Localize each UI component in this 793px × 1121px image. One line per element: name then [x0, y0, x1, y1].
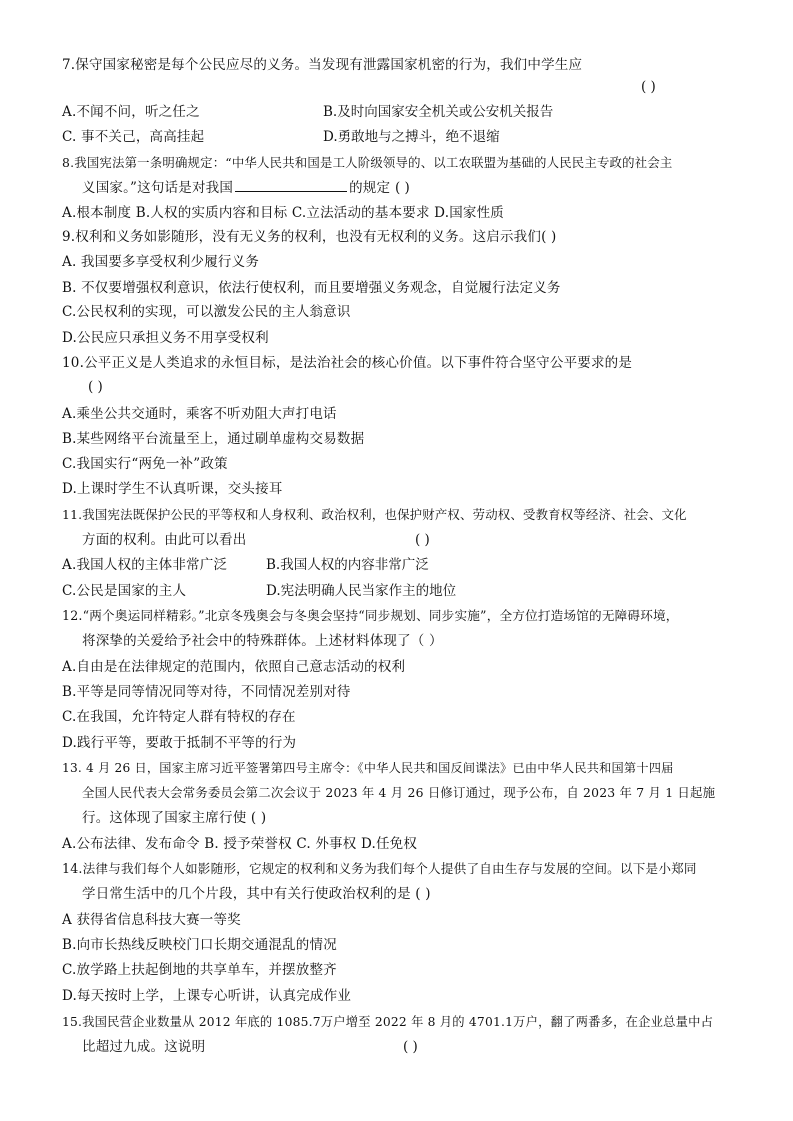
q12-option-d: D.践行平等，要敢于抵制不平等的行为 [62, 735, 297, 751]
q14-option-d: D.每天按时上学，上课专心听讲，认真完成作业 [62, 988, 352, 1004]
q15-stem-line2: 比超过九成。这说明 [82, 1039, 206, 1055]
q13-stem-line3: 行。这体现了国家主席行使 ( ) [82, 810, 267, 826]
q8-stem-part2: 的规定 [349, 180, 391, 196]
q15-stem-line1: 15.我国民营企业数量从 2012 年底的 1085.7万户增至 2022 年 8 月的 4701.1万户，翻了两番多，在企业总量中占 [62, 1015, 714, 1029]
q9-option-b: B. 不仅要增强权利意识，依法行使权利，而且要增强义务观念，自觉履行法定义务 [62, 280, 561, 296]
q7-option-c: C. 事不关己，高高挂起 [62, 129, 205, 145]
q9-option-a: A. 我国要多享受权利少履行义务 [62, 254, 260, 270]
q11-option-d: D.宪法明确人民当家作主的地位 [266, 583, 457, 599]
q10-option-b: B.某些网络平台流量至上，通过刷单虚构交易数据 [62, 431, 365, 447]
q10-option-d: D.上课时学生不认真听课，交头接耳 [62, 481, 283, 497]
q10-option-a: A.乘坐公共交通时，乘客不听劝阻大声打电话 [62, 406, 337, 422]
q8-stem-line1: 8.我国宪法第一条明确规定：“中华人民共和国是工人阶级领导的、以工农联盟为基础的人民民主专政的社会主 [62, 155, 673, 170]
q7-stem: 7.保守国家秘密是每个公民应尽的义务。当发现有泄露国家机密的行为，我们中学生应 [62, 57, 583, 73]
q10-stem: 10.公平正义是人类追求的永恒目标，是法治社会的核心价值。以下事件符合坚守公平要求的是 [62, 355, 633, 371]
q10-option-c: C.我国实行“两免一补”政策 [62, 456, 228, 472]
q12-stem-line1: 12.“两个奥运同样精彩。”北京冬残奥会与冬奥会坚持“同步规划、同步实施”，全方位打造场馆的无障碍环境， [62, 608, 679, 623]
q14-stem-line1: 14.法律与我们每个人如影随形，它规定的权利和义务为我们每个人提供了自由生存与发展的空间。以下是小郑同 [62, 861, 697, 876]
q7-option-d: D.勇敢地与之搏斗，绝不退缩 [323, 129, 500, 145]
q14-option-b: B.向市长热线反映校门口长期交通混乱的情况 [62, 937, 337, 953]
q7-option-a: A.不闻不问，听之任之 [62, 104, 200, 120]
q11-option-a: A.我国人权的主体非常广泛 [62, 557, 228, 573]
q13-options: A.公布法律、发布命令 B. 授予荣誉权 C. 外事权 D.任免权 [62, 836, 418, 852]
q10-answer-paren: ( ) [88, 379, 103, 395]
q12-option-a: A.自由是在法律规定的范围内，依照自己意志活动的权利 [62, 659, 406, 675]
q12-option-c: C.在我国，允许特定人群有特权的存在 [62, 709, 296, 725]
q14-option-c: C.放学路上扶起倒地的共享单车，并摆放整齐 [62, 962, 337, 978]
q12-stem-line2: 将深挚的关爱给予社会中的特殊群体。上述材料体现了（ ） [82, 633, 443, 649]
q11-answer-paren: ( ) [415, 532, 430, 548]
q11-option-b: B.我国人权的内容非常广泛 [266, 557, 429, 573]
q15-answer-paren: ( ) [403, 1039, 418, 1055]
q7-answer-paren: ( ) [641, 79, 656, 95]
q13-stem-line2: 全国人民代表大会常务委员会第二次会议于 2023 年 4 月 26 日修订通过，现予公布，自 2023 年 7 月 1 日起施 [82, 785, 716, 800]
q11-stem-line1: 11.我国宪法既保护公民的平等权和人身权利、政治权利，也保护财产权、劳动权、受教育权等经济、社会、文化 [62, 507, 687, 522]
q7-option-b: B.及时向国家安全机关或公安机关报告 [323, 104, 554, 120]
q8-options: A.根本制度 B.人权的实质内容和目标 C.立法活动的基本要求 D.国家性质 [62, 205, 504, 221]
q14-option-a: A 获得省信息科技大赛一等奖 [62, 912, 241, 928]
q8-stem-line2 [82, 179, 390, 197]
q14-stem-line2: 学日常生活中的几个片段，其中有关行使政治权利的是 ( ) [82, 886, 431, 902]
q11-stem-line2: 方面的权利。由此可以看出 [82, 532, 247, 548]
q9-stem: 9.权利和义务如影随形，没有无义务的权利，也没有无权利的义务。这启示我们( ) [62, 229, 557, 245]
q8-stem-part1: 义国家。”这句话是对我国 [82, 180, 234, 196]
q12-option-b: B.平等是同等情况同等对待，不同情况差别对待 [62, 684, 351, 700]
q8-answer-paren: ( ) [395, 180, 410, 196]
q13-stem-line1: 13. 4 月 26 日，国家主席习近平签署第四号主席令：《中华人民共和国反间谍法》已由中华人民共和国第十四届 [62, 761, 674, 775]
q9-option-c: C.公民权利的实现，可以激发公民的主人翁意识 [62, 304, 351, 320]
q11-option-c: C.公民是国家的主人 [62, 583, 187, 599]
q8-fill-blank [235, 179, 347, 192]
q9-option-d: D.公民应只承担义务不用享受权利 [62, 330, 269, 346]
